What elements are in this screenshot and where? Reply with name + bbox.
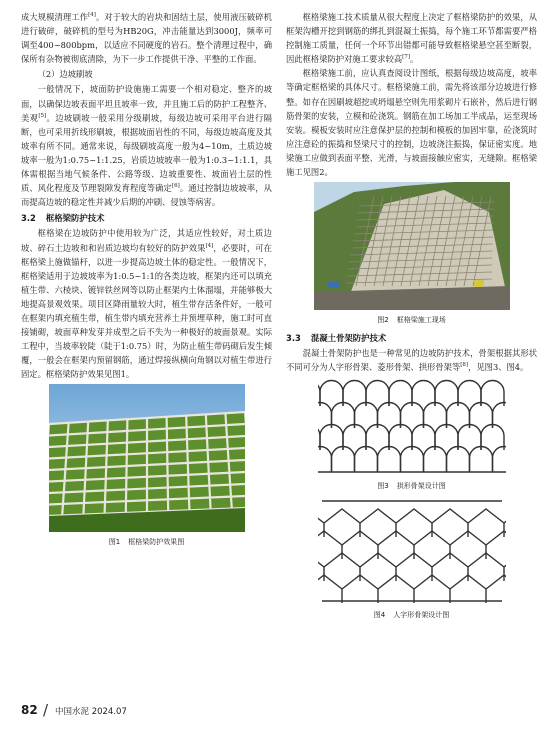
citation: [4] xyxy=(205,242,214,249)
page-number: 82 xyxy=(21,703,38,717)
citation: [8] xyxy=(460,362,469,369)
paragraph-frame-beam: 框格梁在边坡防护中使用较为广泛，其适应性较好，对土质边坡、碎石土边坡和和岩质边坡均有较好的防护效果[4]，必要时，可在框格梁上施做锚杆，以进一步提高边坡土体的稳定性。一般情况下，框格梁适用于边坡坡率为1:0.5~1:1的各类边坡，框架内还可以填充植生带、六棱块、镀锌铁丝网等以防止框架内土体溜塌，并能够极大地提高景观效果。项目区降雨量较大时，植生带存活条件好，一般可在框架内填充植生带，植生带内填充营养土并预埋草种，施工时可直接铺砌，坡面草种发芽并成型之后不失为一种极好的坡面景观。实际工程中，当坡率较陡（陡于1:0.75）时，为防止植生带码砌后发生倾覆，一般会在框架内预留钢筋，通过焊接纵横向角钢以对植生带进行固定。框格梁防护效果见图1。 xyxy=(21,228,272,380)
figure-2-caption: 图2 框格梁施工现场 xyxy=(377,316,446,325)
paragraph-slope-trimming: 一般情况下，坡面防护设施施工需要一个相对稳定、整齐的坡面，以确保边坡表面平坦且坡率一致，并且施工后的防护工程整齐、美观[5]。边坡刷坡一般采用分级刷坡，每级边坡可采用平台进行隔断，也可采用折线形刷坡，根据坡面岩性的不同，每级边坡高度及其坡率有所不同。通常来说，每级刷坡高度一般为4~10m，土质边坡坡率一般为1:0.75~1:1.25，岩质边坡坡率一般为1:0.3~1:1.1，具体需根据当地气候条件、公路等级、边坡重要性、坡面岩土层的性质、风化程度及节理裂隙发育程度等确定[6]。通过控制边坡坡率，从而提高边坡的稳定性并减少后期的冲刷、侵蚀等病害。 xyxy=(21,84,272,208)
subsection-heading: （2）边坡刷坡 xyxy=(37,69,93,80)
section-heading-3-3: 3.3 混凝土骨架防护技术 xyxy=(286,333,387,344)
figure-1-caption: 图1 框格梁防护效果图 xyxy=(108,538,185,547)
citation: [4] xyxy=(88,12,96,19)
figure-4-diagram xyxy=(318,497,506,605)
paragraph-quality: 框格梁施工技术质量从很大程度上决定了框格梁防护的效果，从框架沟槽开挖到钢筋的绑扎到混凝土振捣，每个施工环节都需要严格控制施工质量，任何一个环节出错都可能导致框格梁悬空甚至断裂，因此框格梁防护对施工要求较高[7]。 xyxy=(286,12,537,65)
paragraph-concrete-frame: 混凝土骨架防护也是一种常见的边坡防护技术，骨架根据其形状不同可分为人字形骨架、菱形骨架、拱形骨架等[8]，见图3、图4。 xyxy=(286,348,537,373)
right-column xyxy=(286,10,537,626)
section-heading-3-2: 3.2 框格梁防护技术 xyxy=(21,213,105,224)
left-column xyxy=(21,10,272,554)
citation: [7] xyxy=(402,54,410,61)
paragraph-continuation: 成大规模清理工作[4]。对于较大的岩块和固结土层，使用液压破碎机进行破碎，破碎机的型号为HB20G，冲击能量达到3000J，频率可调至400~800bpm，以适应不同硬度的岩石。整个清理过程中，确保所有杂物被彻底清除，为下一步工作提供干净、平整的工作面。 xyxy=(21,12,272,65)
paragraph-construction: 框格梁施工前，应认真查阅设计图纸，根据每级边坡高度，坡率等确定框格梁的具体尺寸。框格梁施工前，需先将该部分边坡进行修整。如存在因刷坡超挖或坍塌悬空则先用浆砌片石嵌补，然后进行钢筋骨架的安装，立模和砼浇筑。钢筋在加工场加工半成品，运至现场安装。模板安装时应注意保护层的控制和模板的加固牢靠，砼浇筑时应注意砼的振捣和竖梁尺寸的控制，边坡浇注振捣，保证密实度。地梁施工应做到表面平整、光滑，与坡面接触应密实，无缝隙。框格梁施工见图2。 xyxy=(286,68,537,178)
footer-divider: / xyxy=(43,701,49,719)
figure-1-photo xyxy=(49,384,245,532)
journal-name: 中国水泥 2024.07 xyxy=(55,707,127,717)
page-footer xyxy=(21,703,541,721)
citation: [5] xyxy=(38,112,47,119)
figure-4-caption: 图4 人字形骨架设计图 xyxy=(373,610,450,619)
figure-2-photo xyxy=(314,182,510,310)
figure-3-caption: 图3 拱形骨架设计图 xyxy=(377,481,446,490)
citation: [6] xyxy=(171,183,180,190)
figure-3-diagram xyxy=(318,378,506,476)
